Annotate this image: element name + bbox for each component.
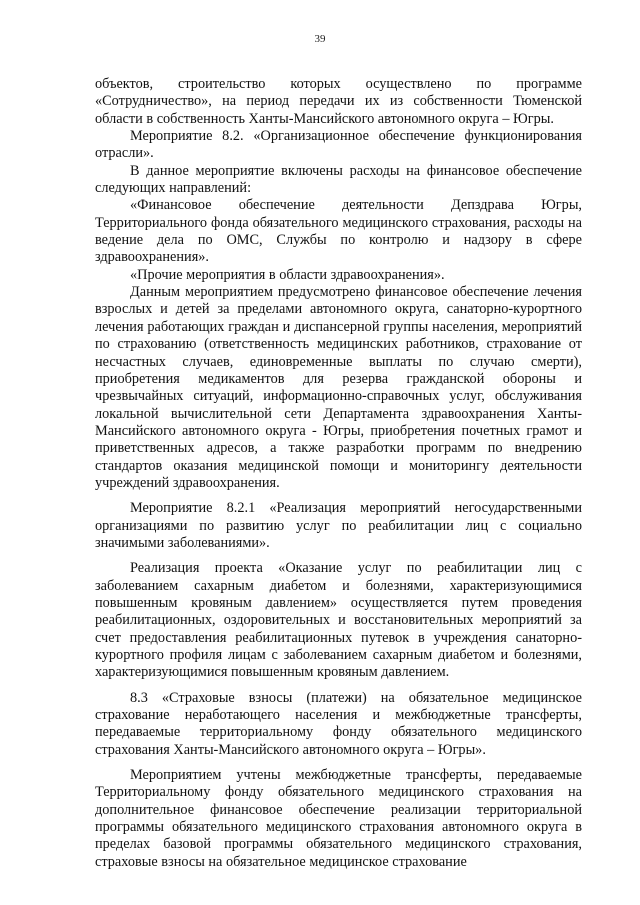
paragraph: «Прочие мероприятия в области здравоохранения». — [130, 266, 445, 283]
paragraph: Мероприятием учтены межбюджетные трансферты, передаваемые Территориальному фонду обязательного медицинского страхования на дополнительное финансовое обеспечение реализации территориальной программы обязательного медицинского страхования автономного округа в пределах базовой программы обязательного медицинского страхования, страховые взносы на обязательное медицинское страхование — [95, 767, 582, 870]
paragraph: «Финансовое обеспечение деятельности Депздрава Югры, Территориального фонда обязательного медицинского страхования, расходы на ведение дела по ОМС, Службы по контролю и надзору в сфере здравоохранения». — [95, 197, 582, 266]
paragraph: Данным мероприятием предусмотрено финансовое обеспечение лечения взрослых и детей за пределами автономного округа, санаторно-курортного лечения работающих граждан и диспансерной группы населения, мероприятий по страхованию (ответственность медицинских работников, страхование от несчастных случаев, единовременные выплаты по случаю смерти), приобретения медикаментов для резерва гражданской обороны и чрезвычайных ситуаций, информационно-справочных услуг, обслуживания локальной вычислительной сети Департамента здравоохранения Ханты-Мансийского автономного округа - Югры, приобретения почетных грамот и приветственных адресов, а также разработки программ по внедрению стандартов оказания медицинской помощи и мониторингу деятельности учреждений здравоохранения. — [95, 284, 582, 491]
document-body — [95, 76, 582, 871]
paragraph: Реализация проекта «Оказание услуг по реабилитации лиц с заболеванием сахарным диабетом и болезнями, характеризующимися повышенным кровяным давлением» осуществляется путем проведения реабилитационных, оздоровительных и восстановительных мероприятий за счет предоставления реабилитационных путевок в учреждения санаторно-курортного профиля лицам с заболеванием сахарным диабетом и болезнями, характеризующимися повышенным кровяным давлением. — [95, 560, 582, 681]
paragraph: Мероприятие 8.2. «Организационное обеспечение функционирования отрасли». — [95, 128, 582, 162]
paragraph: Мероприятие 8.2.1 «Реализация мероприятий негосударственными организациями по развитию услуг по реабилитации лиц с социально значимыми заболеваниями». — [95, 500, 582, 551]
paragraph: 8.3 «Страховые взносы (платежи) на обязательное медицинское страхование неработающего населения и межбюджетные трансферты, передаваемые территориальному фонду обязательного медицинского страхования Ханты-Мансийского автономного округа – Югры». — [95, 689, 582, 758]
page-number: 39 — [314, 33, 326, 45]
paragraph: объектов, строительство которых осуществлено по программе «Сотрудничество», на период передачи их из собственности Тюменской области в собственность Ханты-Мансийского автономного округа – Югры. — [95, 76, 582, 127]
paragraph: В данное мероприятие включены расходы на финансовое обеспечение следующих направлений: — [95, 162, 582, 197]
